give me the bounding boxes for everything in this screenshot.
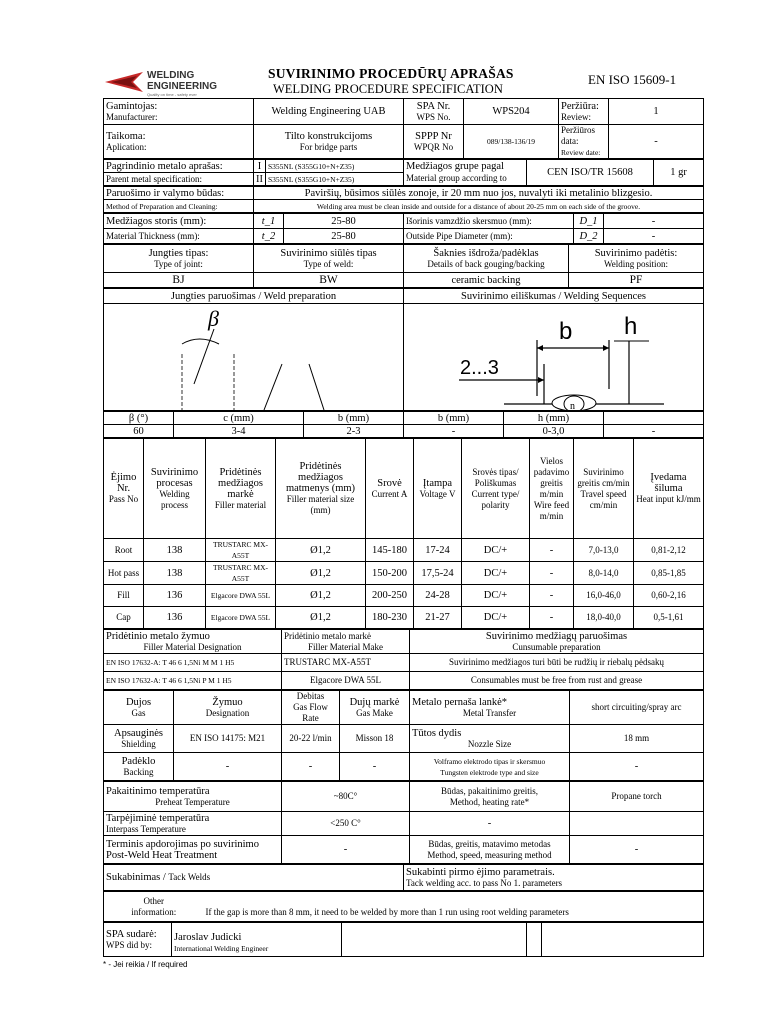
hdr-heat-lt: Įvedama šiluma — [650, 472, 687, 494]
joint-table — [103, 244, 704, 288]
logo-tagline: Quality on time - safety ever — [147, 92, 197, 97]
t1-value: 25-80 — [284, 214, 404, 229]
backing-gas-designation: - — [174, 753, 282, 781]
signoff-name: Jaroslav Judicki — [174, 931, 242, 943]
hdr-size-lt: Pridėtinės medžiagos matmenys (mm) — [285, 461, 356, 494]
wps-no-value: WPS204 — [464, 99, 559, 125]
signoff-title: International Welding Engineer — [174, 943, 269, 953]
d1-value: - — [604, 214, 704, 229]
row-polarity: DC/+ — [462, 539, 530, 562]
weld-sequence-sketch — [404, 304, 704, 411]
gas-des-label-lt: Žymuo — [212, 696, 243, 708]
backing-gas-label-en: Backing — [123, 766, 154, 777]
preheat-label-en: Preheat Temperature — [155, 796, 230, 807]
row-voltage: 24-28 — [414, 585, 462, 607]
parent-1-value: S355NL (S355G10+N+Z35) — [266, 160, 404, 173]
table-row — [104, 539, 704, 562]
t2-label: t_2 — [254, 229, 284, 244]
tungsten-label-lt: Volframo elektrodo tipas ir skersmuo — [433, 756, 546, 766]
b-symbol: b — [559, 318, 573, 345]
signoff-blank — [542, 923, 704, 957]
thickness-table — [103, 213, 704, 244]
standard-label: EN ISO 15609-1 — [588, 72, 677, 87]
wps-no-label-lt: SPA Nr. — [416, 100, 451, 112]
hdr-filler-en: Filler material — [214, 499, 267, 510]
application-label-en: Aplication: — [106, 141, 147, 152]
signoff-label-lt: SPA sudarė: — [106, 928, 157, 940]
row-pass: Cap — [104, 607, 144, 629]
tack-value-en: Tack welding acc. to pass No 1. parameters — [406, 877, 563, 888]
backing-gas-flow: - — [282, 753, 340, 781]
joint-type-value: BJ — [104, 273, 254, 288]
company-logo — [103, 64, 233, 100]
group-value: 1 gr — [654, 160, 704, 186]
parent-2-no: II — [254, 173, 266, 186]
row-speed: 16,0-46,0 — [574, 585, 634, 607]
gas-flow-label-lt: Debitas — [296, 691, 325, 701]
pwht-label: Terminis apdorojimas po suvirinimo Post-Weld Heat Treatment — [104, 836, 282, 864]
transfer-label-en: Metal Transfer — [462, 707, 517, 718]
pass-label: n — [570, 401, 575, 410]
row-voltage: 21-27 — [414, 607, 462, 629]
transfer-label-lt: Metalo pernaša lankė* — [412, 696, 508, 708]
row-current: 180-230 — [366, 607, 414, 629]
hdr-speed-en: Travel speed cm/min — [580, 488, 627, 510]
filler-des-label-lt: Pridėtinio metalo žymuo — [106, 630, 210, 642]
interpass-value: <250 C° — [282, 812, 410, 836]
other-table — [103, 891, 704, 922]
other-label-en: information: — [131, 906, 177, 917]
gas-flow-label-en: Gas Flow Rate — [293, 702, 328, 723]
t2-value: 25-80 — [284, 229, 404, 244]
review-value: 1 — [609, 99, 704, 125]
gas-des-label-en: Designation — [205, 707, 250, 718]
filler-des-2: EN ISO 17632-A: T 46 6 1,5Ni P M 1 H5 — [104, 672, 282, 690]
col-h: h (mm) — [504, 412, 604, 425]
weld-type-label-lt: Suvirinimo siūlės tipas — [280, 247, 377, 259]
row-wire: - — [530, 539, 574, 562]
thickness-label-en: Material Thickness (mm): — [104, 229, 254, 244]
d2-value: - — [604, 229, 704, 244]
wps-no-label-en: WPS No. — [416, 111, 451, 122]
pwht-method-value: - — [570, 836, 704, 864]
interpass-label-en: Interpass Temperature — [106, 823, 186, 834]
shield-make: Misson 18 — [340, 725, 410, 753]
hdr-process-en: Welding process — [159, 488, 190, 510]
weld-type-value: BW — [254, 273, 404, 288]
group-label-lt: Medžiagos grupe pagal — [404, 160, 527, 173]
hdr-polarity-lt: Srovės tipas/ Poliškumas — [472, 466, 519, 488]
backing-value: ceramic backing — [404, 273, 569, 288]
val-c: 3-4 — [174, 425, 304, 438]
prep-label-lt: Paruošimo ir valymo būdas: — [104, 187, 254, 200]
hdr-pass-en: Pass No — [108, 494, 139, 504]
col-b: b (mm) — [304, 412, 404, 425]
manufacturer-label-lt: Gamintojas: — [106, 100, 158, 112]
table-row — [104, 585, 704, 607]
preheat-label-lt: Pakaitinimo temperatūra — [106, 785, 210, 797]
row-current: 145-180 — [366, 539, 414, 562]
parent-1-no: I — [254, 160, 266, 173]
d2-label: D_2 — [574, 229, 604, 244]
hdr-filler-lt: Pridėtinės medžiagos markė — [218, 466, 263, 500]
tungsten-value: - — [570, 753, 704, 781]
parameters-table — [103, 438, 704, 629]
weld-prep-header: Jungties paruošimas / Weld preparation — [104, 289, 404, 304]
consumable-2: Consumables must be free from rust and grease — [410, 672, 704, 690]
weld-prep-sketch — [104, 304, 404, 411]
consumable-label-lt: Suvirinimo medžiagų paruošimas — [485, 630, 628, 642]
tungsten-label-en: Tungsten elektrode type and size — [440, 767, 539, 777]
row-size: Ø1,2 — [276, 585, 366, 607]
preparation-table — [103, 186, 704, 213]
row-polarity: DC/+ — [462, 585, 530, 607]
signoff-spacer — [527, 923, 542, 957]
position-label-en: Welding position: — [603, 258, 669, 269]
col-beta: β (°) — [104, 412, 174, 425]
col-c: c (mm) — [174, 412, 304, 425]
prep-value-en: Welding area must be clean inside and outside for a distance of about 20-25 mm on each side of the groove. — [254, 200, 704, 213]
tack-label-lt: Sukabinimas / — [106, 872, 166, 883]
pwht-method-label-lt: Būdas, greitis, matavimo metodas — [428, 838, 551, 849]
backing-gas-make: - — [340, 753, 410, 781]
hdr-wire-lt: Vielos padavimo greitis m/min — [533, 455, 570, 499]
shield-designation: EN ISO 14175: M21 — [174, 725, 282, 753]
prep-label-en: Method of Preparation and Cleaning: — [104, 200, 254, 213]
gas-make-label-lt: Dujų markė — [349, 696, 400, 708]
temperature-table — [103, 781, 704, 864]
row-voltage: 17,5-24 — [414, 562, 462, 585]
preheat-method-value: Propane torch — [570, 782, 704, 812]
row-current: 150-200 — [366, 562, 414, 585]
joint-type-label-lt: Jungties tipas: — [148, 247, 209, 259]
wpqr-value: 089/138-136/19 — [464, 125, 559, 159]
preheat-method-label-en: Method, heating rate* — [449, 796, 530, 807]
gas-make-label-en: Gas Make — [356, 707, 393, 718]
filler-make-1: TRUSTARC MX-A55T — [282, 654, 410, 672]
row-process: 138 — [144, 539, 206, 562]
d1-label: D_1 — [574, 214, 604, 229]
application-label-lt: Taikoma: — [106, 130, 146, 142]
row-process: 136 — [144, 607, 206, 629]
nozzle-label-lt: Tūtos dydis — [412, 727, 462, 739]
t1-label: t_1 — [254, 214, 284, 229]
signoff-label-en: WPS did by: — [106, 939, 153, 950]
general-table — [103, 98, 704, 159]
wpqr-label-en: WPQR No — [413, 141, 454, 152]
transfer-value: short circuiting/spray arc — [570, 691, 704, 725]
weld-type-label-en: Type of weld: — [303, 258, 354, 269]
sketch-table — [103, 288, 704, 411]
row-filler: Elgacore DWA 55L — [206, 607, 276, 629]
document-header — [103, 60, 703, 98]
row-size: Ø1,2 — [276, 607, 366, 629]
row-heat: 0,5-1,61 — [634, 607, 704, 629]
position-label-lt: Suvirinimo padėtis: — [594, 247, 678, 259]
logo-line2: ENGINEERING — [147, 81, 218, 92]
title-en: WELDING PROCEDURE SPECIFICATION — [273, 82, 503, 96]
col-b2: b (mm) — [404, 412, 504, 425]
row-wire: - — [530, 607, 574, 629]
interpass-blank — [570, 812, 704, 836]
gas-label-en: Gas — [131, 707, 146, 718]
hdr-current-en: Current A — [371, 488, 408, 499]
row-speed: 8,0-14,0 — [574, 562, 634, 585]
hdr-speed-lt: Suvirinimo greitis cm/min — [577, 466, 630, 488]
beta-symbol: β — [208, 306, 219, 331]
nozzle-value: 18 mm — [570, 725, 704, 753]
gap-label: 2...3 — [460, 357, 499, 379]
group-label-en: Material group according to — [404, 173, 527, 186]
tack-value-lt: Sukabinti pirmo ėjimo parametrais. — [406, 866, 555, 878]
logo-line1: WELDING — [147, 70, 195, 81]
hdr-heat-en: Heat input kJ/mm — [636, 494, 701, 504]
row-polarity: DC/+ — [462, 562, 530, 585]
val-b2: - — [404, 425, 504, 438]
tack-label-en: Tack Welds — [168, 872, 211, 882]
shield-label-en: Shielding — [121, 738, 156, 749]
other-label-lt: Other — [143, 895, 164, 906]
prep-value-lt: Paviršių, būsimos siūlės zonoje, ir 20 mm nuo jos, nuvalyti iki metalinio blizgesio. — [254, 187, 704, 200]
filler-make-label-lt: Pridėtinio metalo markė — [284, 630, 371, 641]
preheat-value: ~80C° — [282, 782, 410, 812]
table-row — [104, 607, 704, 629]
signoff-table — [103, 922, 704, 957]
row-current: 200-250 — [366, 585, 414, 607]
row-pass: Fill — [104, 585, 144, 607]
interpass-label-lt: Tarpėjiminė temperatūra — [106, 812, 210, 824]
other-value: If the gap is more than 8 mm, it need to be welded by more than 1 run using root welding parameters — [204, 892, 704, 922]
hdr-wire-en: Wire feed m/min — [533, 499, 570, 521]
col-last — [604, 412, 704, 425]
hdr-process-lt: Suvirinimo procesas — [150, 466, 199, 489]
parent-metal-table — [103, 159, 704, 186]
hdr-pass-lt: Ėjimo Nr. — [110, 472, 137, 494]
row-filler: TRUSTARC MX-A55T — [206, 539, 276, 562]
hdr-polarity-en: Current type/ polarity — [471, 488, 520, 510]
hdr-voltage-en: Voltage V — [419, 488, 456, 499]
row-heat: 0,85-1,85 — [634, 562, 704, 585]
row-speed: 18,0-40,0 — [574, 607, 634, 629]
hdr-current-lt: Srovė — [377, 477, 402, 489]
row-filler: Elgacore DWA 55L — [206, 585, 276, 607]
parent-2-value: S355NL (S355G10+N+Z35) — [266, 173, 404, 186]
row-speed: 7,0-13,0 — [574, 539, 634, 562]
footnote: * - Jei reikia / If required — [103, 960, 188, 969]
signature-box — [342, 923, 527, 957]
beta-leader-line — [194, 329, 214, 384]
val-b: 2-3 — [304, 425, 404, 438]
nozzle-label-en: Nozzle Size — [467, 738, 512, 749]
row-pass: Root — [104, 539, 144, 562]
consumable-label-en: Cunsumable preparation — [512, 641, 601, 652]
row-voltage: 17-24 — [414, 539, 462, 562]
filler-make-2: Elgacore DWA 55L — [282, 672, 410, 690]
backing-gas-label-lt: Padėklo — [121, 755, 156, 767]
row-filler: TRUSTARC MX-A55T — [206, 562, 276, 585]
thickness-label-lt: Medžiagos storis (mm): — [104, 214, 254, 229]
row-heat: 0,60-2,16 — [634, 585, 704, 607]
filler-table — [103, 629, 704, 690]
manufacturer-label-en: Manufacturer: — [106, 111, 158, 122]
filler-des-label-en: Filler Material Designation — [143, 641, 242, 652]
parent-label-lt: Pagrindinio metalo aprašas: — [104, 160, 254, 173]
row-wire: - — [530, 585, 574, 607]
row-size: Ø1,2 — [276, 539, 366, 562]
wps-document — [103, 60, 703, 957]
val-beta: 60 — [104, 425, 174, 438]
backing-label-lt: Šaknies išdroža/padėklas — [433, 247, 539, 259]
val-h: 0-3,0 — [504, 425, 604, 438]
weld-sequence-header: Suvirinimo eiliškumas / Welding Sequences — [404, 289, 704, 304]
od-label-en: Outside Pipe Diameter (mm): — [404, 229, 574, 244]
table-row — [104, 562, 704, 585]
group-standard: CEN ISO/TR 15608 — [527, 160, 654, 186]
title-lt: SUVIRINIMO PROCEDŪRŲ APRAŠAS — [268, 66, 514, 81]
filler-make-label-en: Filler Material Make — [308, 641, 383, 652]
manufacturer-value: Welding Engineering UAB — [254, 99, 404, 125]
parent-label-en: Parent metal specification: — [104, 173, 254, 186]
review-date-label-en: Review date: — [561, 148, 601, 157]
consumable-1: Suvirinimo medžiagos turi būti be rudžių ir riebalų pėdsakų — [410, 654, 704, 672]
row-size: Ø1,2 — [276, 562, 366, 585]
gas-label-lt: Dujos — [125, 696, 152, 708]
interpass-extra: - — [410, 812, 570, 836]
row-process: 138 — [144, 562, 206, 585]
joint-type-label-en: Type of joint: — [154, 258, 203, 269]
shield-flow: 20-22 l/min — [282, 725, 340, 753]
backing-label-en: Details of back gouging/backing — [427, 258, 545, 269]
joint-dimension-table — [103, 411, 704, 438]
row-wire: - — [530, 562, 574, 585]
gas-table — [103, 690, 704, 781]
review-date-label-lt: Peržiūros data: — [561, 125, 595, 146]
application-value-en: For bridge parts — [299, 141, 358, 152]
hdr-voltage-lt: Įtampa — [422, 477, 453, 489]
review-label-en: Review: — [561, 111, 591, 122]
pwht-method-label-en: Method, speed, measuring method — [427, 849, 552, 860]
od-label-lt: Išorinis vamzdžio skersmuo (mm): — [404, 214, 574, 229]
application-value-lt: Tilto konstrukcijoms — [284, 130, 373, 142]
row-process: 136 — [144, 585, 206, 607]
review-date-value: - — [609, 125, 704, 159]
val-last: - — [604, 425, 704, 438]
row-polarity: DC/+ — [462, 607, 530, 629]
tack-table — [103, 864, 704, 891]
wpqr-label-lt: SPPP Nr — [415, 130, 452, 142]
row-pass: Hot pass — [104, 562, 144, 585]
pwht-value: - — [282, 836, 410, 864]
review-label-lt: Peržiūra: — [561, 100, 599, 112]
filler-des-1: EN ISO 17632-A: T 46 6 1,5Ni M M 1 H5 — [104, 654, 282, 672]
row-heat: 0,81-2,12 — [634, 539, 704, 562]
preheat-method-label-lt: Būdas, pakaitinimo greitis, — [441, 785, 538, 796]
position-value: PF — [569, 273, 704, 288]
shield-label-lt: Apsauginės — [114, 727, 163, 739]
hdr-size-en: Filler material size (mm) — [286, 494, 355, 515]
h-symbol: h — [624, 313, 638, 340]
